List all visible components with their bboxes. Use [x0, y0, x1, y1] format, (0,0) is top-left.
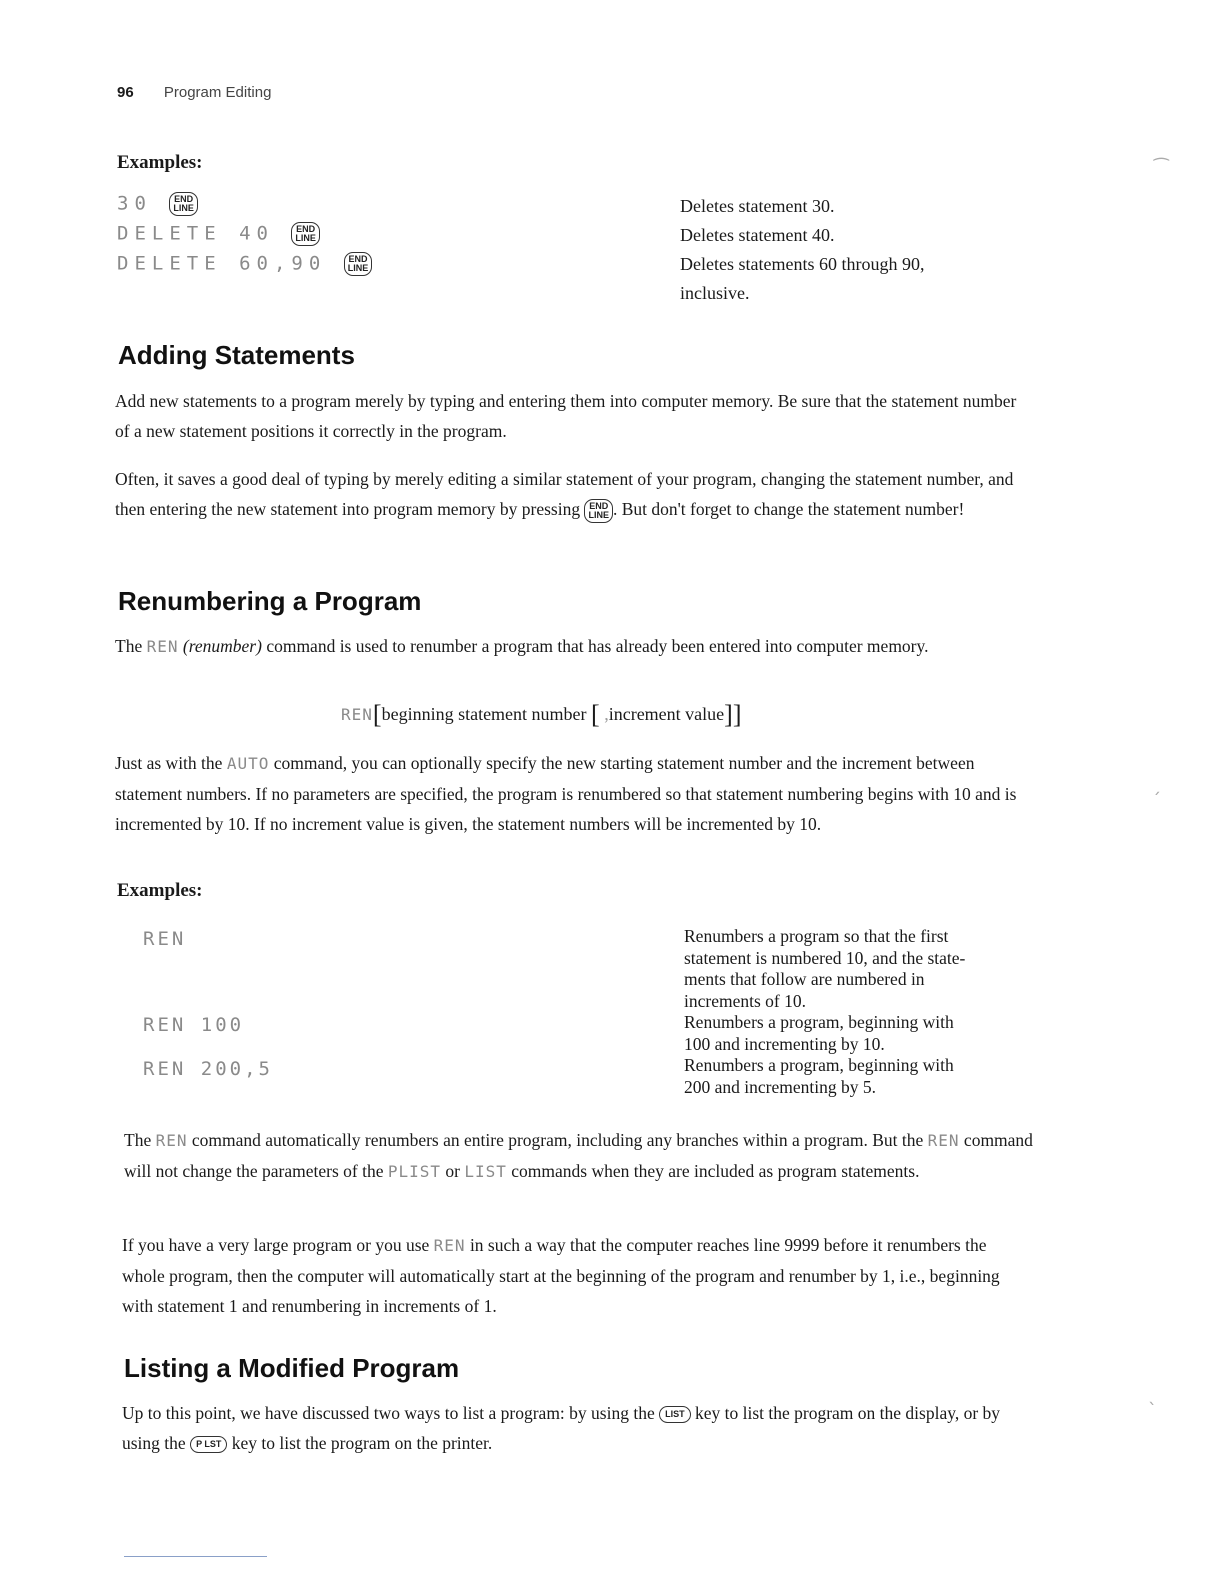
ren-branches-paragraph: The REN command automatically renumbers an entire program, including any branches within a program. But the REN command will not change the parameters of the PLIST or LIST commands when they are included as program statements.	[124, 1130, 1033, 1181]
examples-label-1: Examples:	[117, 152, 203, 173]
footer-rule	[124, 1556, 267, 1557]
heading-renumbering: Renumbering a Program	[118, 586, 422, 616]
examples-label-2: Examples:	[117, 880, 203, 901]
ren-example-description: Renumbers a program, beginning with 200 and incrementing by 5.	[684, 1055, 954, 1097]
adding-paragraph-2: Often, it saves a good deal of typing by merely editing a similar statement of your program, changing the statement number, and then entering the new statement into program memory by pressing END LINE . But don't forget to change the statement number!	[115, 464, 1025, 524]
lcd-text: DELETE 40	[117, 222, 274, 245]
margin-mark-icon: ˎ	[1148, 1385, 1157, 1406]
auto-command: AUTO	[226, 754, 270, 773]
page-number: 96	[117, 84, 134, 101]
ren-syntax: REN[beginning statement number [ ,increment value]]	[341, 700, 742, 729]
end-line-key-icon: END LINE	[344, 252, 373, 276]
description-line: Deletes statement 30.	[680, 196, 835, 216]
ren-example-command: REN	[143, 928, 187, 950]
description-line: Deletes statements 60 through 90,	[680, 254, 925, 274]
page-header	[117, 84, 271, 101]
end-line-key-icon: END LINE	[291, 222, 320, 246]
ren-syntax-command: REN	[341, 705, 373, 724]
end-line-key-icon: END LINE	[584, 499, 613, 523]
ren-example-command: REN 200,5	[143, 1058, 273, 1080]
heading-adding-statements: Adding Statements	[118, 340, 355, 370]
renumbering-intro: The REN (renumber) command is used to renumber a program that has already been entered into computer memory.	[115, 636, 929, 656]
margin-mark-icon: ˏ	[1152, 775, 1161, 796]
running-title: Program Editing	[163, 84, 272, 101]
ren-9999-paragraph: If you have a very large program or you use REN in such a way that the computer reaches line 9999 before it renumbers the whole program, then the computer will automatically start at the beginning of the program and renumber by 1, i.e., beginning with statement 1 and renumbering in increments of 1.	[122, 1235, 1000, 1316]
description-line: inclusive.	[680, 283, 750, 303]
example-row-3	[117, 252, 372, 276]
listing-paragraph: Up to this point, we have discussed two ways to list a program: by using the LIST key to list the program on the display, or by using the P LST key to list the program on the printer.	[122, 1403, 1001, 1453]
ren-command: REN	[146, 637, 179, 656]
margin-mark-icon: ⁀	[1154, 158, 1169, 179]
list-key-icon: LIST	[659, 1406, 691, 1423]
ren-example-description: Renumbers a program, beginning with 100 and incrementing by 10.	[684, 1012, 954, 1054]
adding-paragraph-1: Add new statements to a program merely by typing and entering them into computer memory. Be sure that the statement number of a new statement positions it correctly in the program.	[115, 391, 1017, 441]
example-row-2	[117, 222, 320, 246]
ren-example-description: Renumbers a program so that the first statement is numbered 10, and the state- ments that follow are numbered in increments of 10.	[684, 926, 966, 1011]
example-row-1	[117, 192, 198, 216]
lcd-text: 30	[117, 192, 152, 215]
heading-listing: Listing a Modified Program	[124, 1353, 460, 1383]
examples-descriptions-1	[680, 192, 924, 308]
lcd-text: DELETE 60,90	[117, 252, 327, 275]
renumbering-paragraph: Just as with the AUTO command, you can optionally specify the new starting statement number and the increment between statement numbers. If no parameters are specified, the program is renumbered so that statement numbering begins with 10 and is incremented by 10. If no increment value is given, the statement numbers will be incremented by 10.	[115, 753, 1017, 834]
description-line: Deletes statement 40.	[680, 225, 835, 245]
ren-example-command: REN 100	[143, 1014, 245, 1036]
plist-key-icon: P LST	[190, 1436, 227, 1453]
end-line-key-icon: END LINE	[169, 192, 198, 216]
